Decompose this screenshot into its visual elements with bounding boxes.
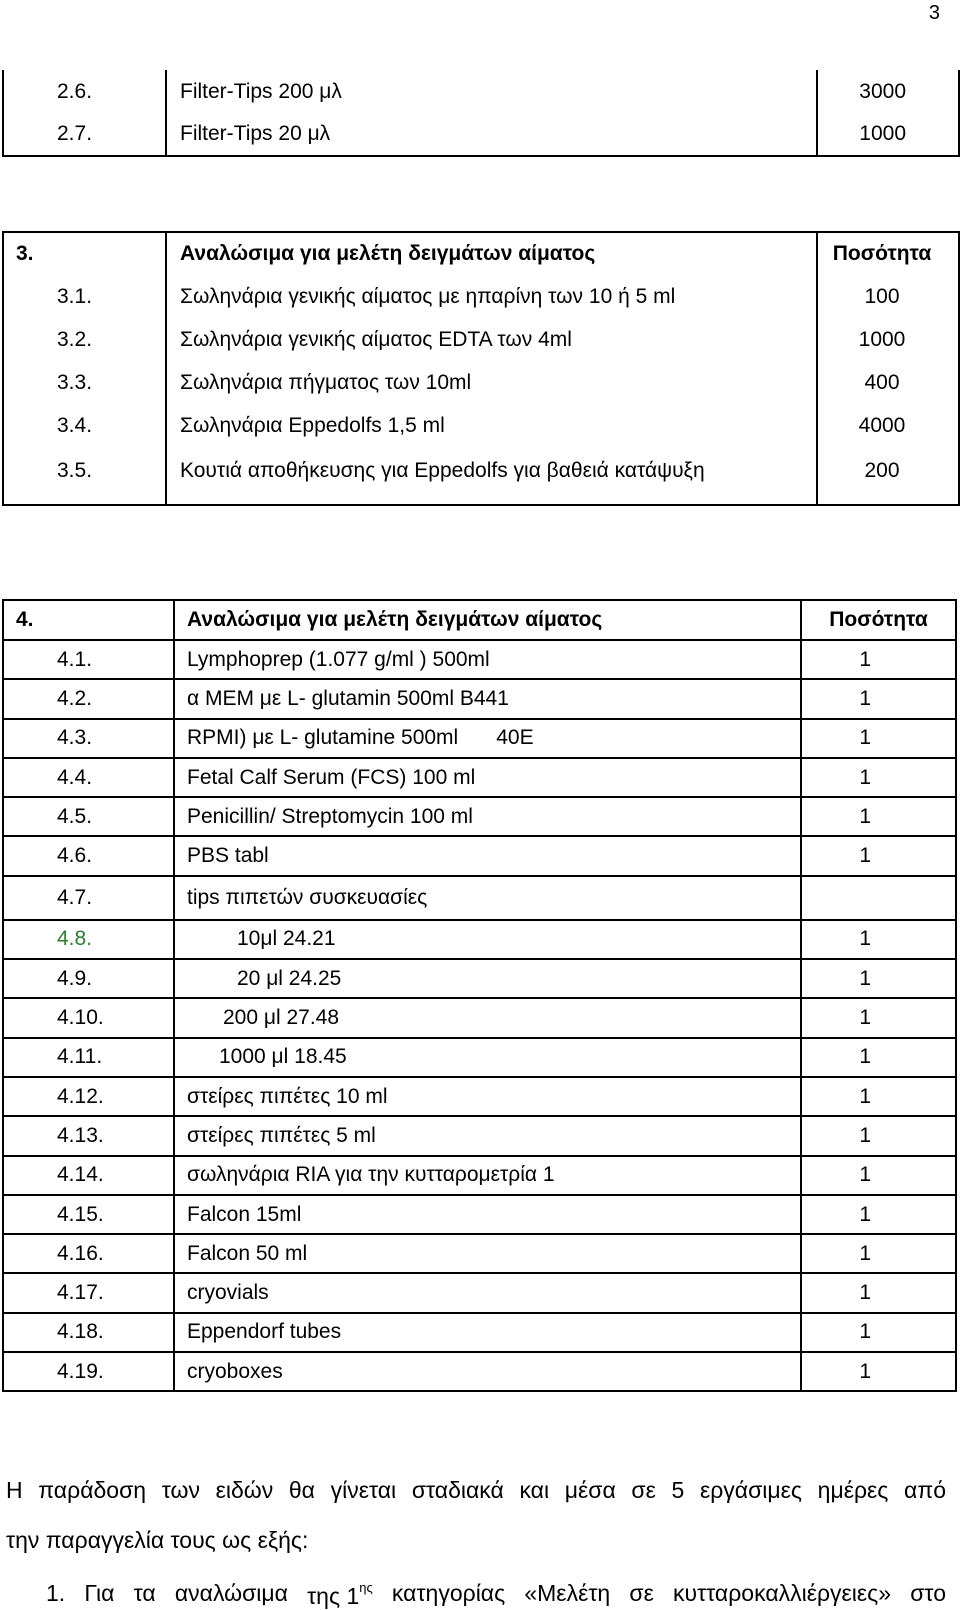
table-row [3, 1313, 956, 1352]
row-quantity: 100 [817, 275, 959, 318]
row-number: 4.4. [3, 758, 174, 797]
table-row [3, 70, 959, 113]
row-item: tips πιπετών συσκευασίες [174, 876, 801, 920]
delivery-paragraph [6, 1465, 946, 1565]
row-quantity: 1 [801, 1038, 956, 1077]
row-quantity: 1 [801, 1156, 956, 1195]
row-item: στείρες πιπέτες 10 ml [174, 1077, 801, 1116]
table-row [3, 920, 956, 959]
table-row [3, 318, 959, 361]
row-number: 4.15. [3, 1195, 174, 1234]
list-word: τα [133, 1580, 156, 1606]
table-row [3, 797, 956, 836]
paragraph-line: Η παράδοση των ειδών θα γίνεται σταδιακά και μέσα σε 5 εργάσιμες ημέρες από [6, 1477, 946, 1503]
row-quantity: 4000 [817, 404, 959, 447]
row-number: 4.16. [3, 1234, 174, 1273]
row-quantity: 1 [801, 1195, 956, 1234]
header-quantity: Ποσότητα [817, 232, 959, 275]
row-quantity: 1 [801, 920, 956, 959]
table-row [3, 640, 956, 679]
row-item: Σωληνάρια γενικής αίματος EDTA των 4ml [166, 318, 817, 361]
table-row [3, 998, 956, 1037]
row-quantity: 1 [801, 679, 956, 718]
row-item-code: 40E [496, 726, 534, 750]
row-number: 3.4. [3, 404, 166, 447]
ordinal: 1 [346, 1583, 360, 1609]
row-quantity: 1000 [817, 113, 959, 156]
table-row [3, 959, 956, 998]
row-number: 4.12. [3, 1077, 174, 1116]
list-word-text: της [307, 1583, 341, 1609]
header-item: Αναλώσιμα για μελέτη δειγμάτων αίματος [166, 232, 817, 275]
list-word: κατηγορίας [391, 1580, 506, 1606]
row-item: Falcon 15ml [174, 1195, 801, 1234]
row-quantity: 1000 [817, 318, 959, 361]
row-number: 2.6. [3, 70, 166, 113]
row-item [174, 920, 801, 959]
row-quantity: 1 [801, 1234, 956, 1273]
row-quantity: 1 [801, 640, 956, 679]
row-item-text: 20 μl 24.25 [237, 966, 342, 990]
header-quantity: Ποσότητα [801, 600, 956, 640]
row-quantity: 1 [801, 797, 956, 836]
row-number: 4.13. [3, 1116, 174, 1155]
row-item: Lymphoprep (1.077 g/ml ) 500ml [174, 640, 801, 679]
row-number: 2.7. [3, 113, 166, 156]
row-item: Κουτιά αποθήκευσης για Eppedolfs για βαθειά κατάψυξη [166, 447, 817, 505]
row-item: Falcon 50 ml [174, 1234, 801, 1273]
row-item: σωληνάρια RIA για την κυτταρομετρία 1 [174, 1156, 801, 1195]
row-number: 4.17. [3, 1273, 174, 1312]
row-quantity: 1 [801, 1273, 956, 1312]
row-number: 4.1. [3, 640, 174, 679]
row-item: Penicillin/ Streptomycin 100 ml [174, 797, 801, 836]
row-number: 4.7. [3, 876, 174, 920]
row-item [174, 959, 801, 998]
row-item: PBS tabl [174, 836, 801, 875]
row-number: 4.14. [3, 1156, 174, 1195]
table-row [3, 719, 956, 758]
row-item [174, 998, 801, 1037]
table-row [3, 113, 959, 156]
section-2-table [2, 70, 960, 157]
list-word: στο [910, 1580, 946, 1606]
row-number: 4.10. [3, 998, 174, 1037]
row-quantity: 1 [801, 1313, 956, 1352]
ordinal-suffix: ης [359, 1580, 373, 1595]
table-row [3, 876, 956, 920]
section-4-table [2, 599, 957, 1392]
row-item-text: 10μl 24.21 [237, 927, 336, 951]
row-number: 4.2. [3, 679, 174, 718]
table-row [3, 361, 959, 404]
table-row [3, 679, 956, 718]
row-number: 4.3. [3, 719, 174, 758]
row-number: 4.9. [3, 959, 174, 998]
row-item: Filter-Tips 20 μλ [166, 113, 817, 156]
row-item-text: 200 μl 27.48 [223, 1006, 340, 1030]
row-quantity: 200 [817, 447, 959, 505]
header-number: 3. [3, 232, 166, 275]
table-row [3, 758, 956, 797]
row-item: cryoboxes [174, 1352, 801, 1391]
row-number: 4.18. [3, 1313, 174, 1352]
row-item [174, 719, 801, 758]
header-item: Αναλώσιμα για μελέτη δειγμάτων αίματος [174, 600, 801, 640]
table-row [3, 404, 959, 447]
list-word: «Μελέτη [524, 1580, 611, 1606]
row-number: 3.3. [3, 361, 166, 404]
row-quantity: 1 [801, 959, 956, 998]
row-quantity: 1 [801, 758, 956, 797]
row-quantity: 1 [801, 1077, 956, 1116]
row-quantity: 1 [801, 1352, 956, 1391]
section-3-table [2, 231, 960, 506]
row-quantity: 3000 [817, 70, 959, 113]
page-number: 3 [928, 2, 940, 24]
row-item-text: 1000 μl 18.45 [219, 1045, 347, 1069]
row-quantity: 400 [817, 361, 959, 404]
row-item: στείρες πιπέτες 5 ml [174, 1116, 801, 1155]
list-word: Για [84, 1580, 115, 1606]
row-number: 3.1. [3, 275, 166, 318]
list-word: αναλώσιμα [174, 1580, 288, 1606]
row-number: 3.5. [3, 447, 166, 505]
row-number: 4.6. [3, 836, 174, 875]
table-row [3, 836, 956, 875]
row-number: 4.19. [3, 1352, 174, 1391]
row-number: 4.8. [3, 920, 174, 959]
row-quantity: 1 [801, 719, 956, 758]
table-row [3, 447, 959, 505]
row-item-text: RPMI) με L- glutamine 500ml [187, 726, 459, 750]
row-item: α MEM με L- glutamin 500ml B441 [174, 679, 801, 718]
row-quantity: 1 [801, 1116, 956, 1155]
table-row [3, 1273, 956, 1312]
row-quantity [801, 876, 956, 920]
table-row [3, 1116, 956, 1155]
row-item: Filter-Tips 200 μλ [166, 70, 817, 113]
table-row [3, 1234, 956, 1273]
row-number: 4.5. [3, 797, 174, 836]
list-word [307, 1580, 373, 1610]
row-item: Σωληνάρια Eppedolfs 1,5 ml [166, 404, 817, 447]
list-word: σε [629, 1580, 654, 1606]
row-number: 3.2. [3, 318, 166, 361]
table-row [3, 1038, 956, 1077]
table-row [3, 1156, 956, 1195]
list-word: κυτταροκαλλιέργειες» [673, 1580, 892, 1606]
row-item: Σωληνάρια πήγματος των 10ml [166, 361, 817, 404]
row-quantity: 1 [801, 836, 956, 875]
table-row [3, 1077, 956, 1116]
row-quantity: 1 [801, 998, 956, 1037]
list-number: 1. [46, 1580, 66, 1606]
row-item: cryovials [174, 1273, 801, 1312]
row-item: Σωληνάρια γενικής αίματος με ηπαρίνη των 10 ή 5 ml [166, 275, 817, 318]
header-number: 4. [3, 600, 174, 640]
table-header-row [3, 600, 956, 640]
table-row [3, 275, 959, 318]
row-item: Fetal Calf Serum (FCS) 100 ml [174, 758, 801, 797]
row-item: Eppendorf tubes [174, 1313, 801, 1352]
table-row [3, 1195, 956, 1234]
list-item [46, 1580, 946, 1610]
table-row [3, 1352, 956, 1391]
table-header-row [3, 232, 959, 275]
row-number: 4.11. [3, 1038, 174, 1077]
paragraph-line: την παραγγελία τους ως εξής: [6, 1527, 309, 1553]
row-item [174, 1038, 801, 1077]
